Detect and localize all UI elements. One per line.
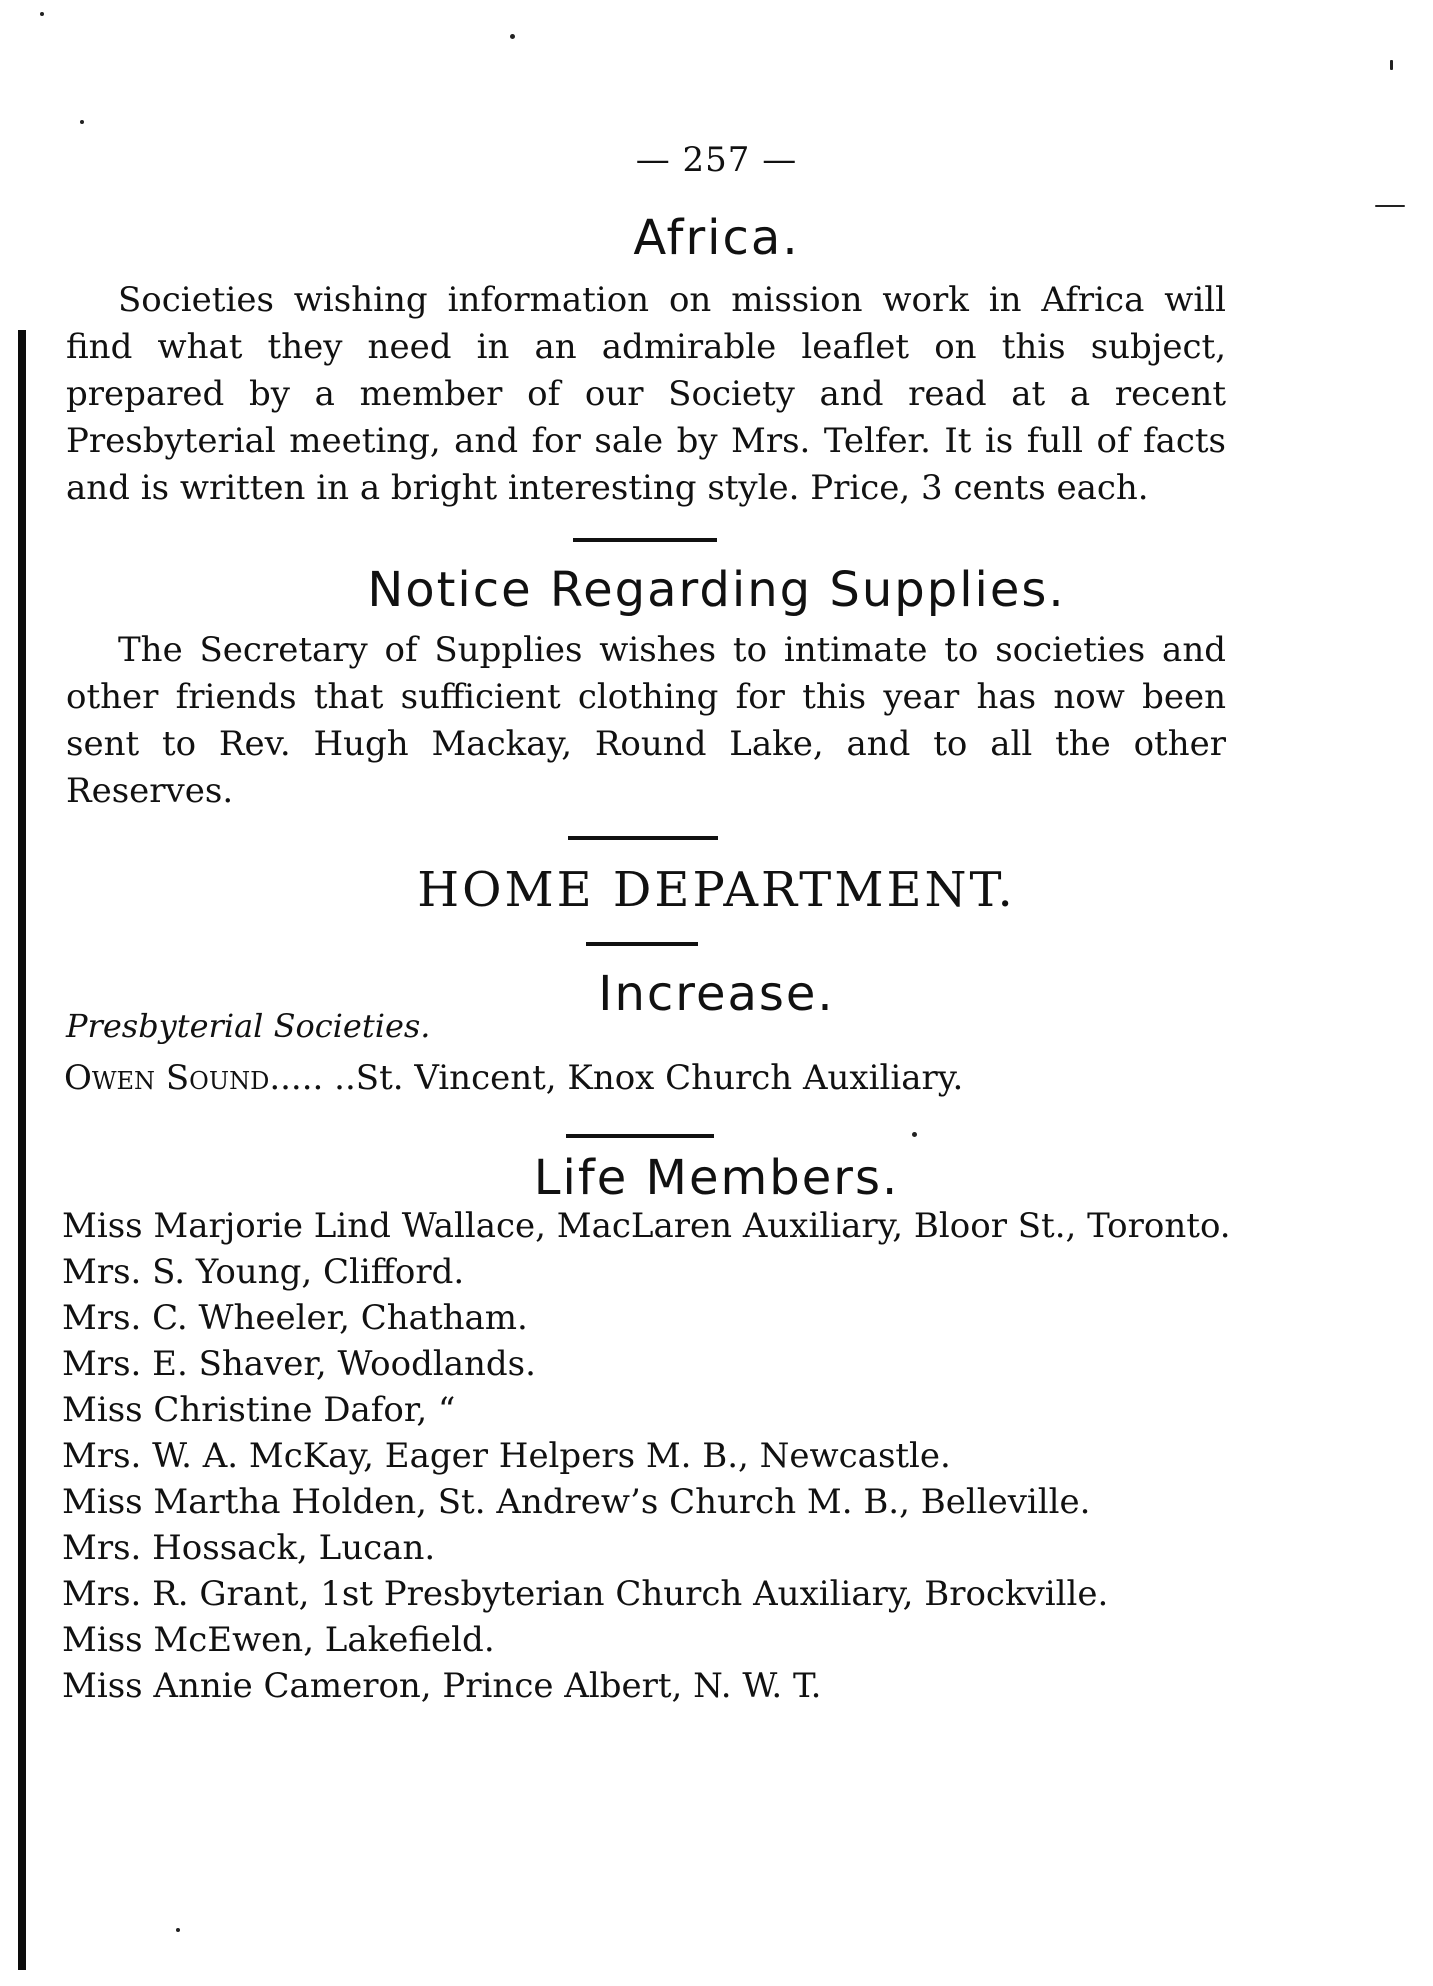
speck [80,120,84,124]
list-item: Miss Christine Dafor, “ [62,1390,456,1430]
list-item: Mrs. W. A. McKay, Eager Helpers M. B., Newcastle. [62,1436,951,1476]
speck [912,1132,917,1137]
society-name: St. Vincent, Knox Church Auxiliary. [355,1058,964,1098]
list-item: Mrs. Hossack, Lucan. [62,1528,436,1568]
supplies-paragraph: The Secretary of Supplies wishes to intimate to societies and other friends that sufficient clothing for this year has now been sent to Rev. Hugh Mackay, Round Lake, and to all the other Reserves. [66,630,1226,811]
list-item: Mrs. E. Shaver, Woodlands. [62,1344,536,1384]
speck [510,34,515,39]
increase-entry [64,1058,963,1098]
supplies-heading: Notice Regarding Supplies. [367,562,1066,618]
life-members-list [62,1203,1242,1709]
section-divider [586,942,698,946]
africa-heading: Africa. [633,210,800,266]
list-item: Mrs. R. Grant, 1st Presbyterian Church Auxiliary, Brockville. [62,1574,1109,1614]
list-item: Mrs. S. Young, Clifford. [62,1252,465,1292]
section-divider [573,538,717,542]
presbyterial-societies-subheading: Presbyterial Societies. [66,1007,431,1045]
home-department-heading: HOME DEPARTMENT. [417,862,1016,918]
speck [40,12,44,16]
page-number: — 257 — [635,140,798,180]
list-item: Miss McEwen, Lakefield. [62,1620,495,1660]
section-divider [566,1134,714,1138]
list-item: Mrs. C. Wheeler, Chatham. [62,1298,528,1338]
section-divider [568,836,718,840]
presbytery-name: Owen Sound [64,1058,270,1098]
increase-heading: Increase. [598,966,835,1022]
life-members-heading: Life Members. [533,1150,900,1206]
list-item: Miss Annie Cameron, Prince Albert, N. W. T. [62,1666,822,1706]
africa-paragraph: Societies wishing information on mission work in Africa will find what they need in an admirable leaflet on this subject, prepared by a member of our Society and read at a recent Presbyterial meeting, and for sale by Mrs. Telfer. It is full of facts and is written in a bright interesting style. Price, 3 cents each. [66,280,1226,508]
speck [1390,60,1393,70]
speck [1375,205,1405,207]
list-item: Miss Marjorie Lind Wallace, MacLaren Auxiliary, Bloor St., Toronto. [62,1206,1231,1246]
dot-leader: ..... .. [269,1058,356,1098]
speck [176,1928,180,1932]
list-item: Miss Martha Holden, St. Andrew’s Church M. B., Belleville. [62,1482,1091,1522]
